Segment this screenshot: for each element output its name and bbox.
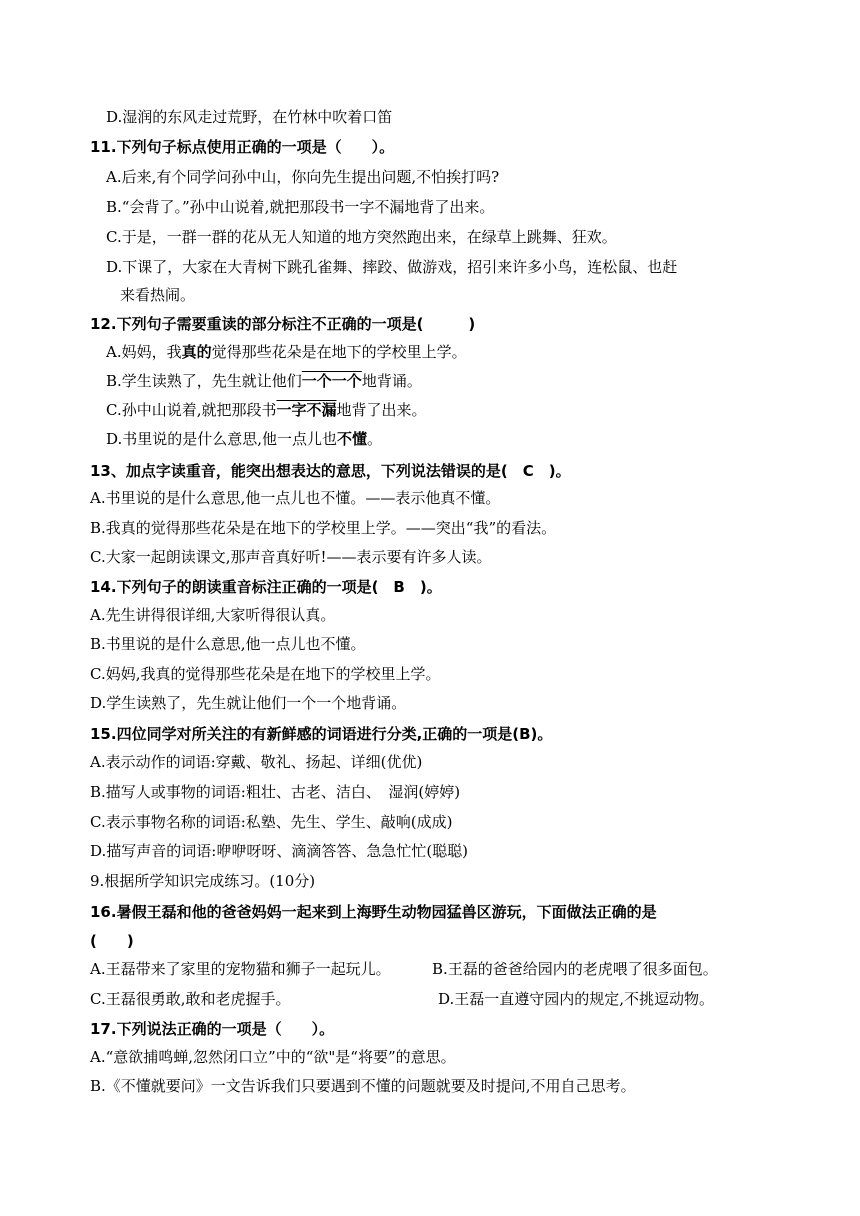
option-13c: C.大家一起朗读课文,那声音真好听!——表示要有许多人读。 xyxy=(90,548,492,566)
option-12c xyxy=(106,400,427,420)
question-13: 13、加点字读重音，能突出想表达的意思，下列说法错误的是( C )。 xyxy=(90,462,571,480)
question-16-cont: ( ) xyxy=(90,932,134,950)
question-14: 14.下列句子的朗读重音标注正确的一项是( B )。 xyxy=(90,578,442,596)
text: 。 xyxy=(367,430,383,448)
question-15: 15.四位同学对所关注的有新鲜感的词语进行分类,正确的一项是(B)。 xyxy=(90,725,553,743)
option-14d: D.学生读熟了，先生就让他们一个一个地背诵。 xyxy=(90,694,407,712)
option-15a: A.表示动作的词语:穿戴、敬礼、扬起、详细(优优) xyxy=(90,753,423,771)
question-17: 17.下列说法正确的一项是（ ）。 xyxy=(90,1020,335,1038)
question-16: 16.暑假王磊和他的爸爸妈妈一起来到上海野生动物园猛兽区游玩，下面做法正确的是 xyxy=(90,903,657,921)
text: 地背了出来。 xyxy=(336,401,427,419)
option-11b: B.“会背了。”孙中山说着,就把那段书一字不漏地背了出来。 xyxy=(106,198,495,216)
option-11d-cont: 来看热闹。 xyxy=(120,286,196,304)
text: C.孙中山说着,就把那段书 xyxy=(106,401,277,419)
option-15b: B.描写人或事物的词语:粗壮、古老、洁白、 湿润(婷婷) xyxy=(90,783,461,801)
option-17a: A.“意欲捕鸣蝉,忽然闭口立”中的“欲"是“将要”的意思。 xyxy=(90,1048,456,1066)
option-12d xyxy=(106,429,382,449)
option-14b: B.书里说的是什么意思,他一点儿也不懂。 xyxy=(90,635,366,653)
text: B.学生读熟了，先生就让他们 xyxy=(106,372,302,390)
option-16c: C.王磊很勇敢,敢和老虎握手。 xyxy=(90,990,291,1008)
option-12b xyxy=(106,371,422,391)
option-12a xyxy=(106,342,467,362)
option-11c: C.于是，一群一群的花从无人知道的地方突然跑出来，在绿草上跳舞、狂欢。 xyxy=(106,228,617,246)
option-16d: D.王磊一直遵守园内的规定,不挑逗动物。 xyxy=(438,990,715,1008)
option-14a: A.先生讲得很详细,大家听得很认真。 xyxy=(90,606,336,624)
emphasis: 一个一个 xyxy=(301,372,362,390)
text: 觉得那些花朵是在地下的学校里上学。 xyxy=(211,343,467,361)
option-11d: D.下课了，大家在大青树下跳孔雀舞、摔跤、做游戏，招引来许多小鸟，连松鼠、也赶 xyxy=(106,258,678,276)
option-13a: A.书里说的是什么意思,他一点儿也不懂。——表示他真不懂。 xyxy=(90,489,501,507)
text: D.书里说的是什么意思,他一点儿也 xyxy=(106,430,338,448)
emphasis: 不懂 xyxy=(337,430,368,448)
option-11a: A.后来,有个同学问孙中山，你向先生提出问题,不怕挨打吗? xyxy=(106,168,500,186)
option-13b: B.我真的觉得那些花朵是在地下的学校里上学。——突出“我”的看法。 xyxy=(90,519,557,537)
option-16a: A.王磊带来了家里的宠物猫和狮子一起玩儿。 xyxy=(90,960,391,978)
option-16b: B.王磊的爸爸给园内的老虎喂了很多面包。 xyxy=(432,960,718,978)
option-17b: B.《不懂就要问》一文告诉我们只要遇到不懂的问题就要及时提问,不用自己思考。 xyxy=(90,1077,636,1095)
text: 地背诵。 xyxy=(361,372,422,390)
question-11: 11.下列句子标点使用正确的一项是（ ）。 xyxy=(90,138,395,156)
section-9: 9.根据所学知识完成练习。(10分) xyxy=(90,872,316,890)
emphasis: 真的 xyxy=(181,343,212,361)
option-15c: C.表示事物名称的词语:私塾、先生、学生、敲响(成成) xyxy=(90,813,453,831)
option-14c: C.妈妈,我真的觉得那些花朵是在地下的学校里上学。 xyxy=(90,665,441,683)
option-10d: D.湿润的东风走过荒野，在竹林中吹着口笛 xyxy=(106,108,393,126)
text: A.妈妈，我 xyxy=(106,343,182,361)
emphasis: 一字不漏 xyxy=(276,401,337,419)
question-12: 12.下列句子需要重读的部分标注不正确的一项是( ) xyxy=(90,315,476,333)
option-15d: D.描写声音的词语:咿咿呀呀、滴滴答答、急急忙忙(聪聪) xyxy=(90,842,469,860)
